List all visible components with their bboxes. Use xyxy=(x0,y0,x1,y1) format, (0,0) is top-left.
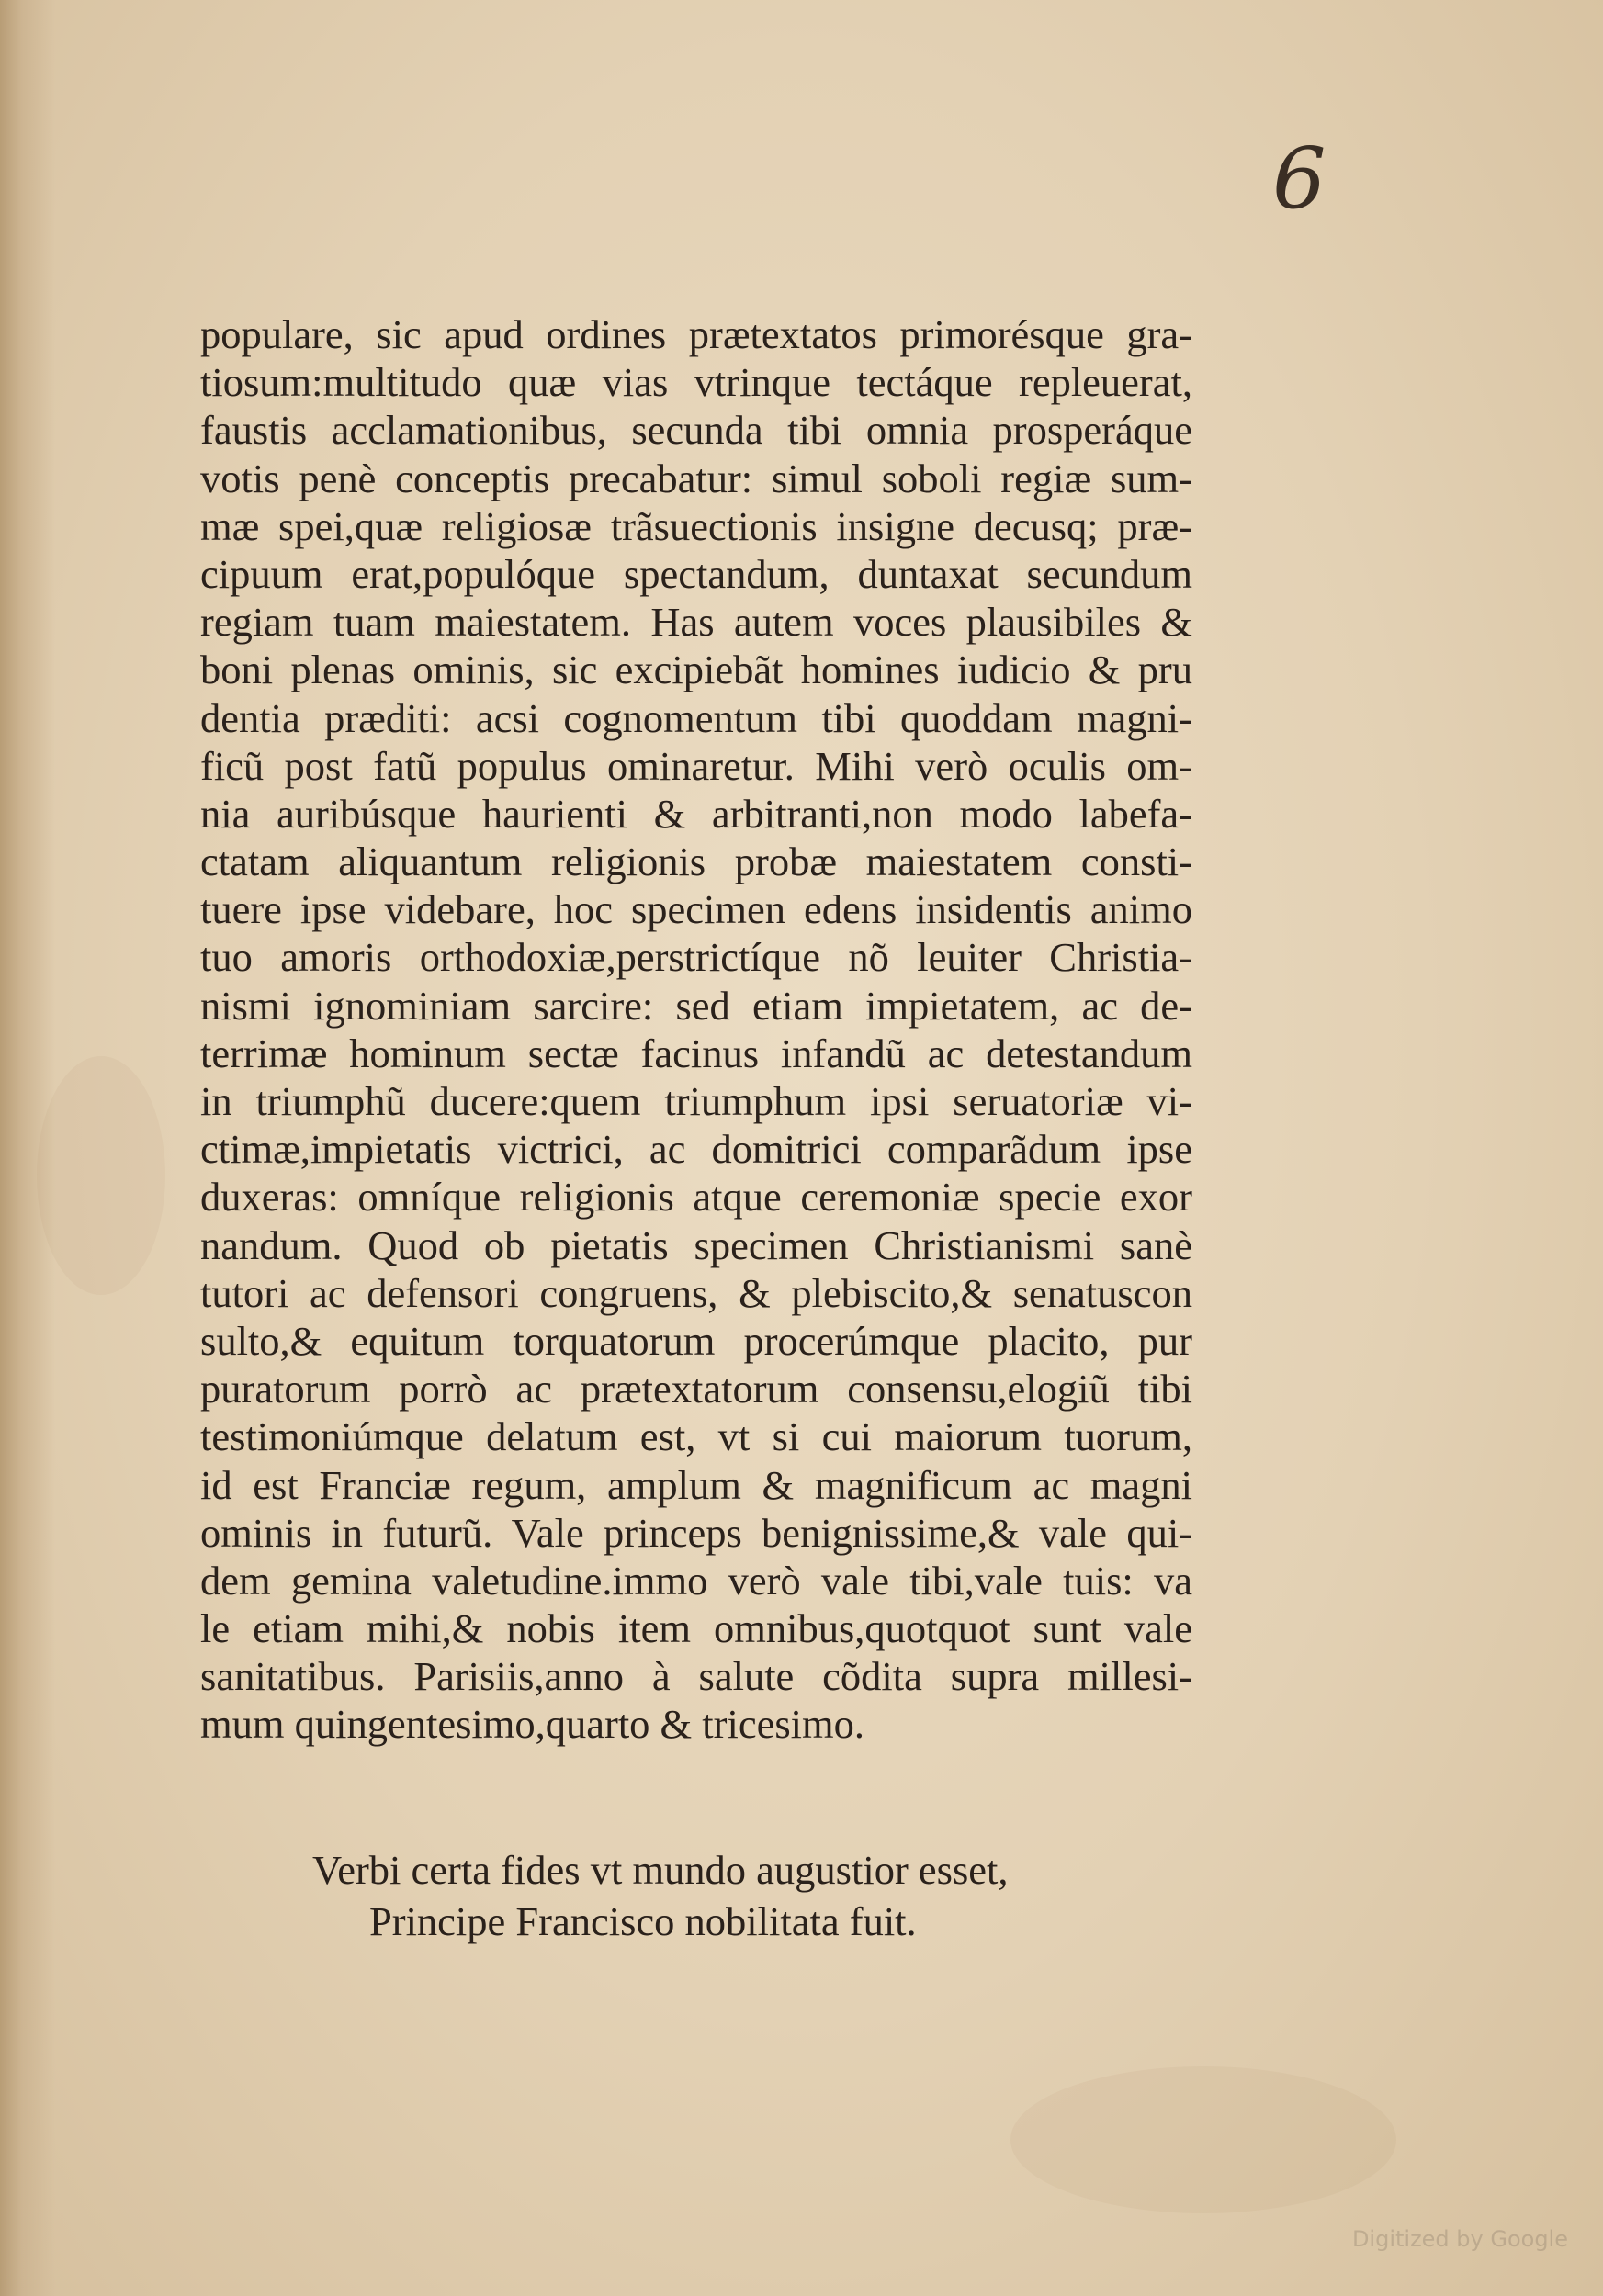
text-line: testimoniúmque delatum est, vt si cui maiorum tuorum, xyxy=(200,1413,1192,1460)
text-line: tuere ipse videbare, hoc specimen edens insidentis animo xyxy=(200,886,1192,933)
text-line: nia auribúsque haurienti & arbitranti,non modo labefa- xyxy=(200,790,1192,837)
text-line: tutori ac defensori congruens, & plebiscito,& senatuscon xyxy=(200,1269,1192,1316)
body-text xyxy=(200,310,1192,1749)
verse-line: Verbi certa fides vt mundo augustior esset, xyxy=(312,1847,1009,1893)
text-line: ctatam aliquantum religionis probæ maiestatem consti- xyxy=(200,838,1192,885)
text-line: mæ spei,quæ religiosæ trãsuectionis insigne decusq; præ- xyxy=(200,502,1192,549)
text-line: tiosum:multitudo quæ vias vtrinque tectáque repleuerat, xyxy=(200,359,1192,406)
text-line: ficũ post fatũ populus ominaretur. Mihi verò oculis om- xyxy=(200,742,1192,789)
text-line: le etiam mihi,& nobis item omnibus,quotquot sunt vale xyxy=(200,1605,1192,1652)
verse-line: Principe Francisco nobilitata fuit. xyxy=(369,1898,917,1944)
text-line: dentia præditi: acsi cognomentum tibi quoddam magni- xyxy=(200,694,1192,741)
text-line: puratorum porrò ac prætextatorum consensu,elogiũ tibi xyxy=(200,1366,1192,1412)
text-line: mum quingentesimo,quarto & tricesimo. xyxy=(200,1701,865,1748)
text-line: boni plenas ominis, sic excipiebãt homines iudicio & pru xyxy=(200,647,1192,693)
text-line: nismi ignominiam sarcire: sed etiam impietatem, ac de- xyxy=(200,982,1192,1029)
text-line: ominis in futurũ. Vale princeps benignissime,& vale qui- xyxy=(200,1509,1192,1556)
text-line: in triumphũ ducere:quem triumphum ipsi seruatoriæ vi- xyxy=(200,1078,1192,1124)
text-line: terrimæ hominum sectæ facinus infandũ ac detestandum xyxy=(200,1030,1192,1076)
text-line: regiam tuam maiestatem. Has autem voces plausibiles & xyxy=(200,599,1192,646)
text-line: tuo amoris orthodoxiæ,perstrictíque nõ leuiter Christia- xyxy=(200,934,1192,981)
text-line: populare, sic apud ordines prætextatos primorésque gra- xyxy=(200,311,1192,357)
text-line: nandum. Quod ob pietatis specimen Christianismi sanè xyxy=(200,1221,1192,1268)
text-line: dem gemina valetudine.immo verò vale tibi,vale tuis: va xyxy=(200,1557,1192,1604)
text-line: sanitatibus. Parisiis,anno à salute cõdita supra millesi- xyxy=(200,1653,1192,1700)
text-line: faustis acclamationibus, secunda tibi omnia prosperáque xyxy=(200,407,1192,454)
text-line: ctimæ,impietatis victrici, ac domitrici comparãdum ipse xyxy=(200,1126,1192,1173)
text-line: sulto,& equitum torquatorum procerúmque placito, pur xyxy=(200,1317,1192,1364)
text-line: id est Franciæ regum, amplum & magnificum ac magni xyxy=(200,1461,1192,1508)
paper-stain xyxy=(1010,2066,1396,2213)
paper-stain xyxy=(37,1056,165,1295)
text-line: votis penè conceptis precabatur: simul soboli regiæ sum- xyxy=(200,455,1192,501)
text-line: duxeras: omníque religionis atque ceremoniæ specie exor xyxy=(200,1174,1192,1221)
folio-number: 6 xyxy=(1272,129,1326,228)
text-line: cipuum erat,populóque spectandum, duntaxat secundum xyxy=(200,550,1192,597)
digitized-watermark: Digitized by Google xyxy=(1351,2226,1568,2252)
closing-verse xyxy=(312,1844,1139,1947)
